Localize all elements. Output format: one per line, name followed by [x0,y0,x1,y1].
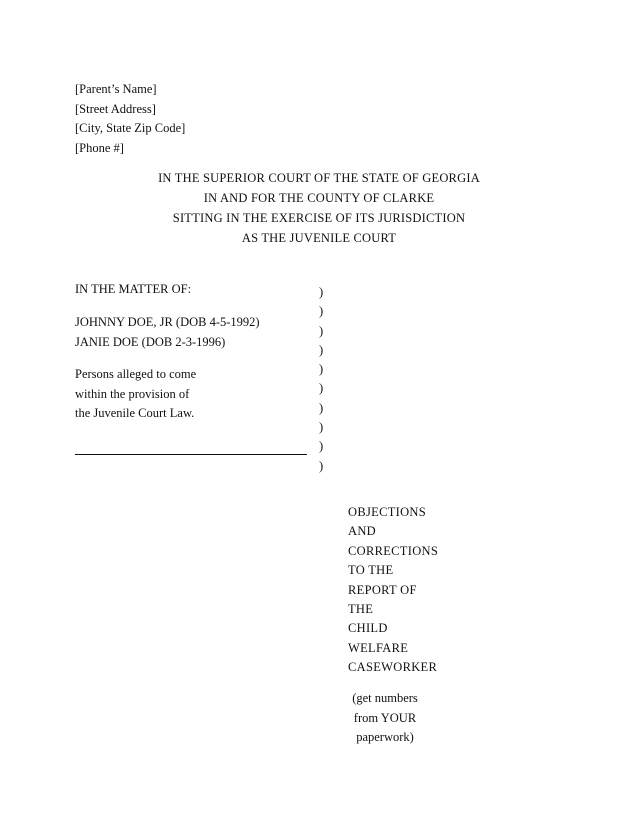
party-name: JOHNNY DOE, JR (DOB 4-5-1992) [75,315,260,329]
caption-paren: ) [319,420,324,435]
note-line: (get numbers [352,691,418,705]
instruction-note [340,689,430,748]
caption-paren: ) [319,381,324,396]
matter-label: IN THE MATTER OF: [75,282,192,296]
persons-line: within the provision of [75,386,190,401]
court-heading-line: AS THE JUVENILE COURT [241,231,397,245]
document-title [348,503,438,678]
city-state-zip: [City, State Zip Code] [75,121,186,135]
court-heading [0,168,638,248]
title-line: REPORT OF [348,582,417,597]
caption-paren: ) [319,304,324,319]
caption-paren: ) [319,458,324,473]
caption-divider-line [75,454,307,455]
note-line: from YOUR [353,710,417,725]
caption-paren: ) [319,362,324,377]
caption-paren: ) [319,323,324,338]
title-line: CHILD [348,621,388,636]
title-line: CORRECTIONS [348,543,439,558]
title-line: TO THE [348,563,394,578]
title-line: AND [348,524,376,539]
title-line: THE [348,601,374,616]
title-line: CASEWORKER [348,660,438,675]
persons-line: the Juvenile Court Law. [75,406,195,420]
note-line: paperwork) [356,730,414,744]
caption-parentheses-column [319,283,323,476]
court-heading-line: SITTING IN THE EXERCISE OF ITS JURISDICTION [172,211,466,225]
caption-paren: ) [319,439,324,454]
street-address: [Street Address] [75,101,156,116]
parent-address-block [75,80,185,158]
court-heading-line: IN AND FOR THE COUNTY OF CLARKE [203,191,435,205]
caption-paren: ) [319,400,324,415]
parent-name: [Parent’s Name] [75,82,157,96]
caption-paren: ) [319,285,324,299]
title-line: OBJECTIONS [348,505,427,519]
caption-paren: ) [319,342,324,357]
phone-number: [Phone #] [75,140,124,155]
title-line: WELFARE [348,640,409,655]
parties-block [75,313,260,352]
persons-line: Persons alleged to come [75,367,197,381]
persons-alleged-text [75,365,196,424]
party-name: JANIE DOE (DOB 2-3-1996) [75,334,226,349]
court-heading-line: IN THE SUPERIOR COURT OF THE STATE OF GEORGIA [158,171,480,185]
